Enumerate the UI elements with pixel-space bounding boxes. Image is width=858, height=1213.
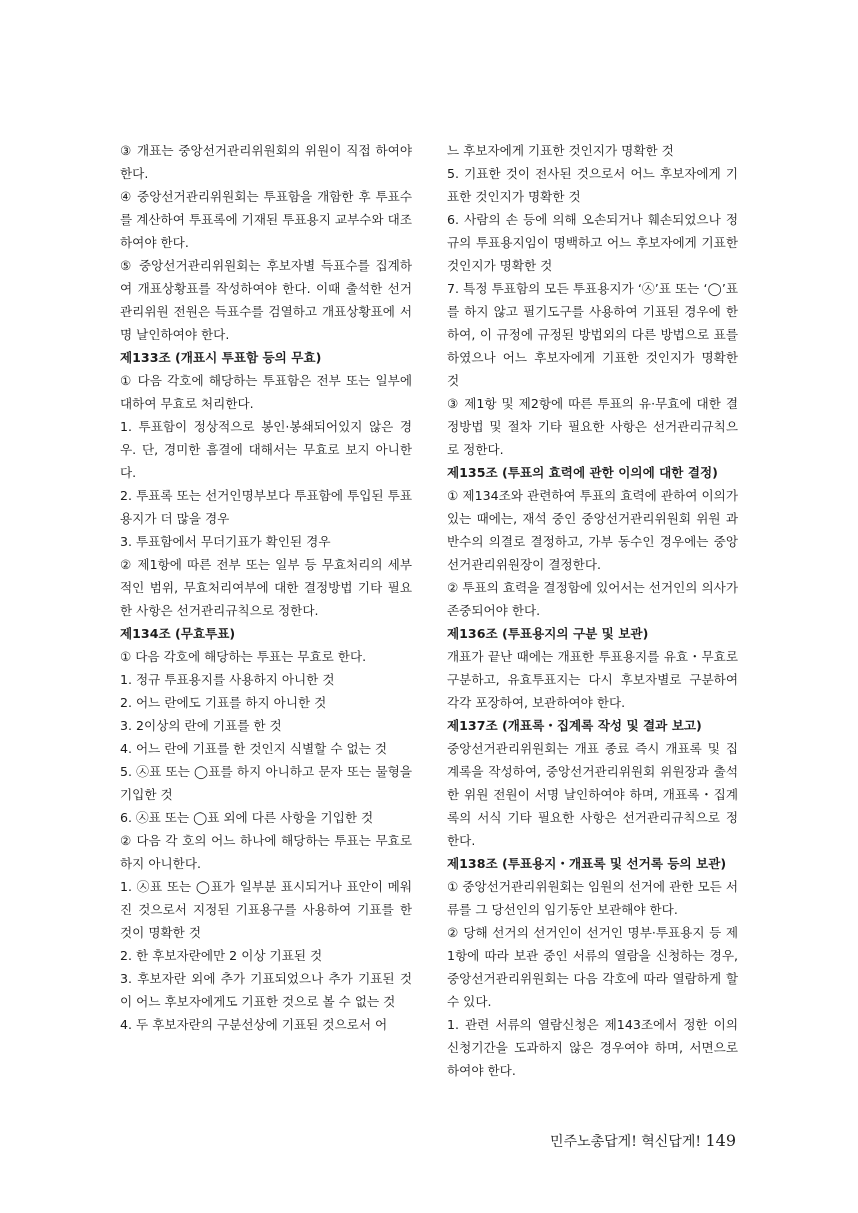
paragraph: 6. ㉦표 또는 ◯표 외에 다른 사항을 기입한 것 <box>120 810 374 825</box>
paragraph: 2. 어느 란에도 기표를 하지 아니한 것 <box>120 695 327 710</box>
paragraph: ① 중앙선거관리위원회는 임원의 선거에 관한 모든 서류를 그 당선인의 임기동안 보관해야 한다. <box>447 879 738 917</box>
paragraph: ① 다음 각호에 해당하는 투표함은 전부 또는 일부에 대하여 무효로 처리한다. <box>120 373 412 411</box>
paragraph: 4. 어느 란에 기표를 한 것인지 식별할 수 없는 것 <box>120 741 388 756</box>
paragraph: 7. 특정 투표함의 모든 투표용지가 ‘㉦’표 또는 ‘◯’표를 하지 않고 필기도구를 사용하여 기표된 경우에 한하여, 이 규정에 규정된 방법외의 다른 방법으로 표를 하였으나 어느 후보자에게 기표한 것인지가 명확한 것 <box>447 281 738 388</box>
footer-slogan: 민주노총답게! 혁신답게! <box>550 1134 701 1150</box>
paragraph: 4. 두 후보자란의 구분선상에 기표된 것으로서 어 <box>120 1017 388 1032</box>
paragraph: 중앙선거관리위원회는 개표 종료 즉시 개표록 및 집계록을 작성하여, 중앙선거관리위원회 위원장과 출석한 위원 전원이 서명 날인하여야 하며, 개표록・집계록의 서식 기타 필요한 사항은 선거관리규칙으로 정한다. <box>447 741 738 848</box>
right-column <box>447 139 738 1082</box>
paragraph: ① 다음 각호에 해당하는 투표는 무효로 한다. <box>120 649 367 664</box>
paragraph: 느 후보자에게 기표한 것인지가 명확한 것 <box>447 143 674 158</box>
page-number: 149 <box>705 1131 736 1150</box>
paragraph: ② 제1항에 따른 전부 또는 일부 등 무효처리의 세부적인 범위, 무효처리여부에 대한 결정방법 기타 필요한 사항은 선거관리규칙으로 정한다. <box>120 557 412 618</box>
paragraph: 5. 기표한 것이 전사된 것으로서 어느 후보자에게 기표한 것인지가 명확한 것 <box>447 166 738 204</box>
paragraph: ③ 개표는 중앙선거관리위원회의 위원이 직접 하여야 한다. <box>120 143 412 181</box>
article-heading: 제135조 (투표의 효력에 관한 이의에 대한 결정) <box>447 465 718 480</box>
paragraph: ④ 중앙선거관리위원회는 투표함을 개함한 후 투표수를 계산하여 투표록에 기재된 투표용지 교부수와 대조하여야 한다. <box>120 189 412 250</box>
left-column <box>120 139 412 1036</box>
paragraph: ⑤ 중앙선거관리위원회는 후보자별 득표수를 집계하여 개표상황표를 작성하여야 한다. 이때 출석한 선거관리위원 전원은 득표수를 검열하고 개표상황표에 서명 날인하여야 한다. <box>120 258 412 342</box>
paragraph: ② 다음 각 호의 어느 하나에 해당하는 투표는 무효로 하지 아니한다. <box>120 833 412 871</box>
article-heading: 제138조 (투표용지・개표록 및 선거록 등의 보관) <box>447 856 727 871</box>
paragraph: ② 당해 선거의 선거인이 선거인 명부·투표용지 등 제1항에 따라 보관 중인 서류의 열람을 신청하는 경우, 중앙선거관리위원회는 다음 각호에 따라 열람하게 할 수 있다. <box>447 925 738 1009</box>
paragraph: 3. 2이상의 란에 기표를 한 것 <box>120 718 282 733</box>
paragraph: 1. ㉦표 또는 ◯표가 일부분 표시되거나 표안이 메워진 것으로서 지정된 기표용구를 사용하여 기표를 한 것이 명확한 것 <box>120 879 412 940</box>
page-footer <box>550 1131 736 1151</box>
paragraph: 6. 사람의 손 등에 의해 오손되거나 훼손되었으나 정규의 투표용지임이 명백하고 어느 후보자에게 기표한 것인지가 명확한 것 <box>447 212 738 273</box>
paragraph: 1. 관련 서류의 열람신청은 제143조에서 정한 이의신청기간을 도과하지 않은 경우여야 하며, 서면으로 하여야 한다. <box>447 1017 738 1078</box>
paragraph: 3. 투표함에서 무더기표가 확인된 경우 <box>120 534 331 549</box>
paragraph: 1. 투표함이 정상적으로 봉인·봉쇄되어있지 않은 경우. 단, 경미한 흠결에 대해서는 무효로 보지 아니한다. <box>120 419 412 480</box>
article-heading: 제137조 (개표록・집계록 작성 및 결과 보고) <box>447 718 702 733</box>
paragraph: ① 제134조와 관련하여 투표의 효력에 관하여 이의가 있는 때에는, 재석 중인 중앙선거관리위원회 위원 과반수의 의결로 결정하고, 가부 동수인 경우에는 중앙선거관리위원장이 결정한다. <box>447 488 738 572</box>
paragraph: ② 투표의 효력을 결정함에 있어서는 선거인의 의사가 존중되어야 한다. <box>447 580 738 618</box>
paragraph: 5. ㉦표 또는 ◯표를 하지 아니하고 문자 또는 물형을 기입한 것 <box>120 764 412 802</box>
article-heading: 제133조 (개표시 투표함 등의 무효) <box>120 350 322 365</box>
paragraph: ③ 제1항 및 제2항에 따른 투표의 유·무효에 대한 결정방법 및 절차 기타 필요한 사항은 선거관리규칙으로 정한다. <box>447 396 738 457</box>
paragraph: 개표가 끝난 때에는 개표한 투표용지를 유효・무효로 구분하고, 유효투표지는 다시 후보자별로 구분하여 각각 포장하여, 보관하여야 한다. <box>447 649 738 710</box>
paragraph: 2. 투표록 또는 선거인명부보다 투표함에 투입된 투표용지가 더 많을 경우 <box>120 488 412 526</box>
article-heading: 제136조 (투표용지의 구분 및 보관) <box>447 626 649 641</box>
paragraph: 1. 정규 투표용지를 사용하지 아니한 것 <box>120 672 335 687</box>
paragraph: 3. 후보자란 외에 추가 기표되었으나 추가 기표된 것이 어느 후보자에게도 기표한 것으로 볼 수 없는 것 <box>120 971 412 1009</box>
paragraph: 2. 한 후보자란에만 2 이상 기표된 것 <box>120 948 323 963</box>
article-heading: 제134조 (무효투표) <box>120 626 236 641</box>
